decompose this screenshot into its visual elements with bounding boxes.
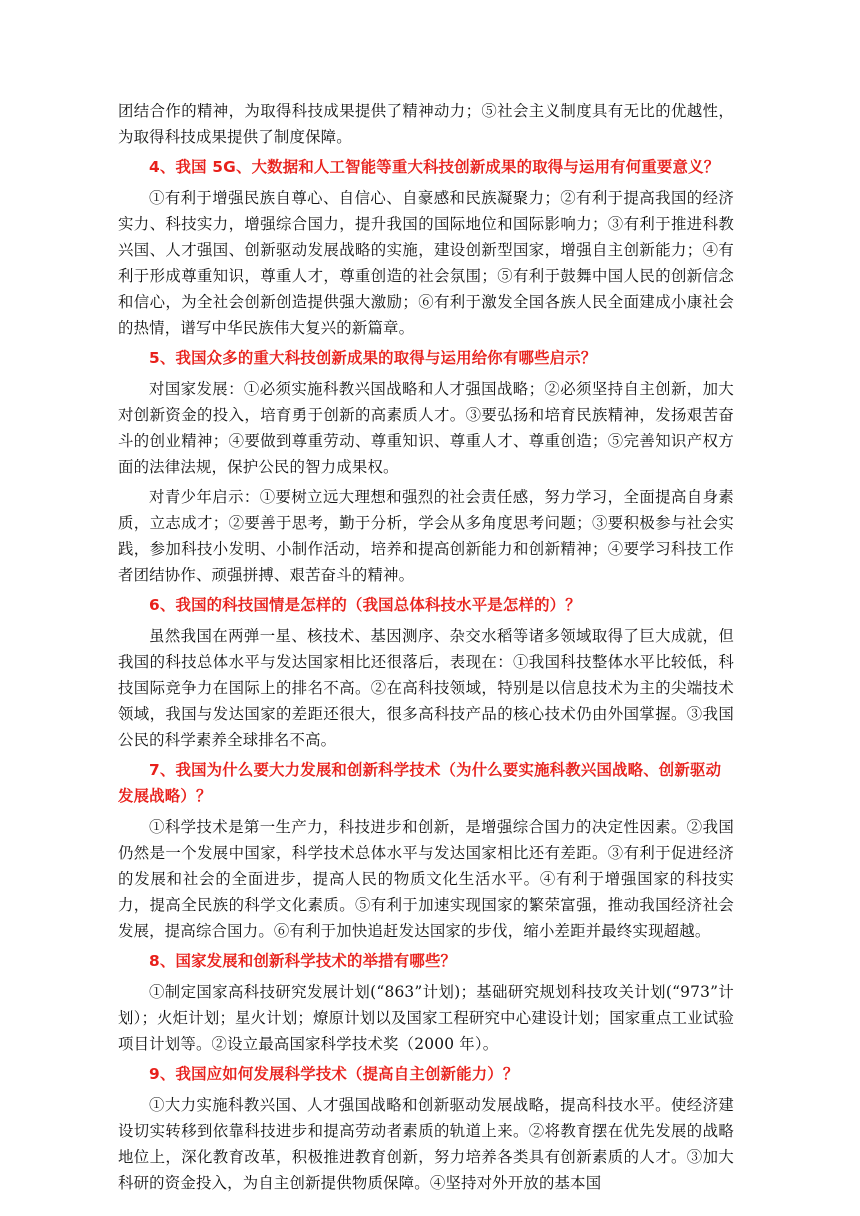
question-heading-8: 8、国家发展和创新科学技术的举措有哪些？ [149,952,457,970]
question-heading-7: 7、我国为什么要大力发展和创新科学技术（为什么要实施科教兴国战略、创新驱动发展战略）？ [118,761,722,805]
paragraph-continuation: 团结合作的精神，为取得科技成果提供了精神动力；⑤社会主义制度具有无比的优越性，为取得科技成果提供了制度保障。 [118,102,734,146]
answer-paragraph-9: ①大力实施科教兴国、人才强国战略和创新驱动发展战略，提高科技水平。使经济建设切实转移到依靠科技进步和提高劳动者素质的轨道上来。②将教育摆在优先发展的战略地位上，深化教育改革，积极推进教育创新，努力培养各类具有创新素质的人才。③加大科研的资金投入，为自主创新提供物质保障。④坚持对外开放的基本国 [118,1096,734,1192]
question-heading-5: 5、我国众多的重大科技创新成果的取得与运用给你有哪些启示？ [149,349,597,367]
answer-paragraph-7: ①科学技术是第一生产力，科技进步和创新，是增强综合国力的决定性因素。②我国仍然是一个发展中国家，科学技术总体水平与发达国家相比还有差距。③有利于促进经济的发展和社会的全面进步，提高人民的物质文化生活水平。④有利于增强国家的科技实力，提高全民族的科学文化素质。⑤有利于加速实现国家的繁荣富强，推动我国经济社会发展，提高综合国力。⑥有利于加快追赶发达国家的步伐，缩小差距并最终实现超越。 [118,818,734,940]
question-heading-6: 6、我国的科技国情是怎样的（我国总体科技水平是怎样的）？ [149,596,581,614]
answer-paragraph-6: 虽然我国在两弹一星、核技术、基因测序、杂交水稻等诸多领域取得了巨大成就，但我国的科技总体水平与发达国家相比还很落后，表现在：①我国科技整体水平比较低，科技国际竞争力在国际上的排名不高。②在高科技领域，特别是以信息技术为主的尖端技术领域，我国与发达国家的差距还很大，很多高科技产品的核心技术仍由外国掌握。③我国公民的科学素养全球排名不高。 [118,627,734,749]
answer-paragraph-4: ①有利于增强民族自尊心、自信心、自豪感和民族凝聚力；②有利于提高我国的经济实力、科技实力，增强综合国力，提升我国的国际地位和国际影响力；③有利于推进科教兴国、人才强国、创新驱动发展战略的实施，建设创新型国家，增强自主创新能力；④有利于形成尊重知识，尊重人才，尊重创造的社会氛围；⑤有利于鼓舞中国人民的创新信念和信心，为全社会创新创造提供强大激励；⑥有利于激发全国各族人民全面建成小康社会的热情，谱写中华民族伟大复兴的新篇章。 [118,189,734,337]
question-heading-9: 9、我国应如何发展科学技术（提高自主创新能力）？ [149,1065,519,1083]
question-heading-4: 4、我国 5G、大数据和人工智能等重大科技创新成果的取得与运用有何重要意义？ [149,158,720,176]
answer-paragraph-5-national: 对国家发展：①必须实施科教兴国战略和人才强国战略；②必须坚持自主创新，加大对创新资金的投入，培育勇于创新的高素质人才。③要弘扬和培育民族精神，发扬艰苦奋斗的创业精神；④要做到尊重劳动、尊重知识、尊重人才、尊重创造；⑤完善知识产权方面的法律法规，保护公民的智力成果权。 [118,380,734,476]
answer-paragraph-5-youth: 对青少年启示：①要树立远大理想和强烈的社会责任感，努力学习，全面提高自身素质，立志成才；②要善于思考，勤于分析，学会从多角度思考问题；③要积极参与社会实践，参加科技小发明、小制作活动，培养和提高创新能力和创新精神；④要学习科技工作者团结协作、顽强拼搏、艰苦奋斗的精神。 [118,488,734,584]
answer-paragraph-8: ①制定国家高科技研究发展计划(“863”计划)；基础研究规划科技攻关计划(“973”计划）；火炬计划；星火计划；燎原计划以及国家工程研究中心建设计划；国家重点工业试验项目计划等。②设立最高国家科学技术奖（2000 年）。 [118,983,734,1053]
document-body [118,98,734,1196]
